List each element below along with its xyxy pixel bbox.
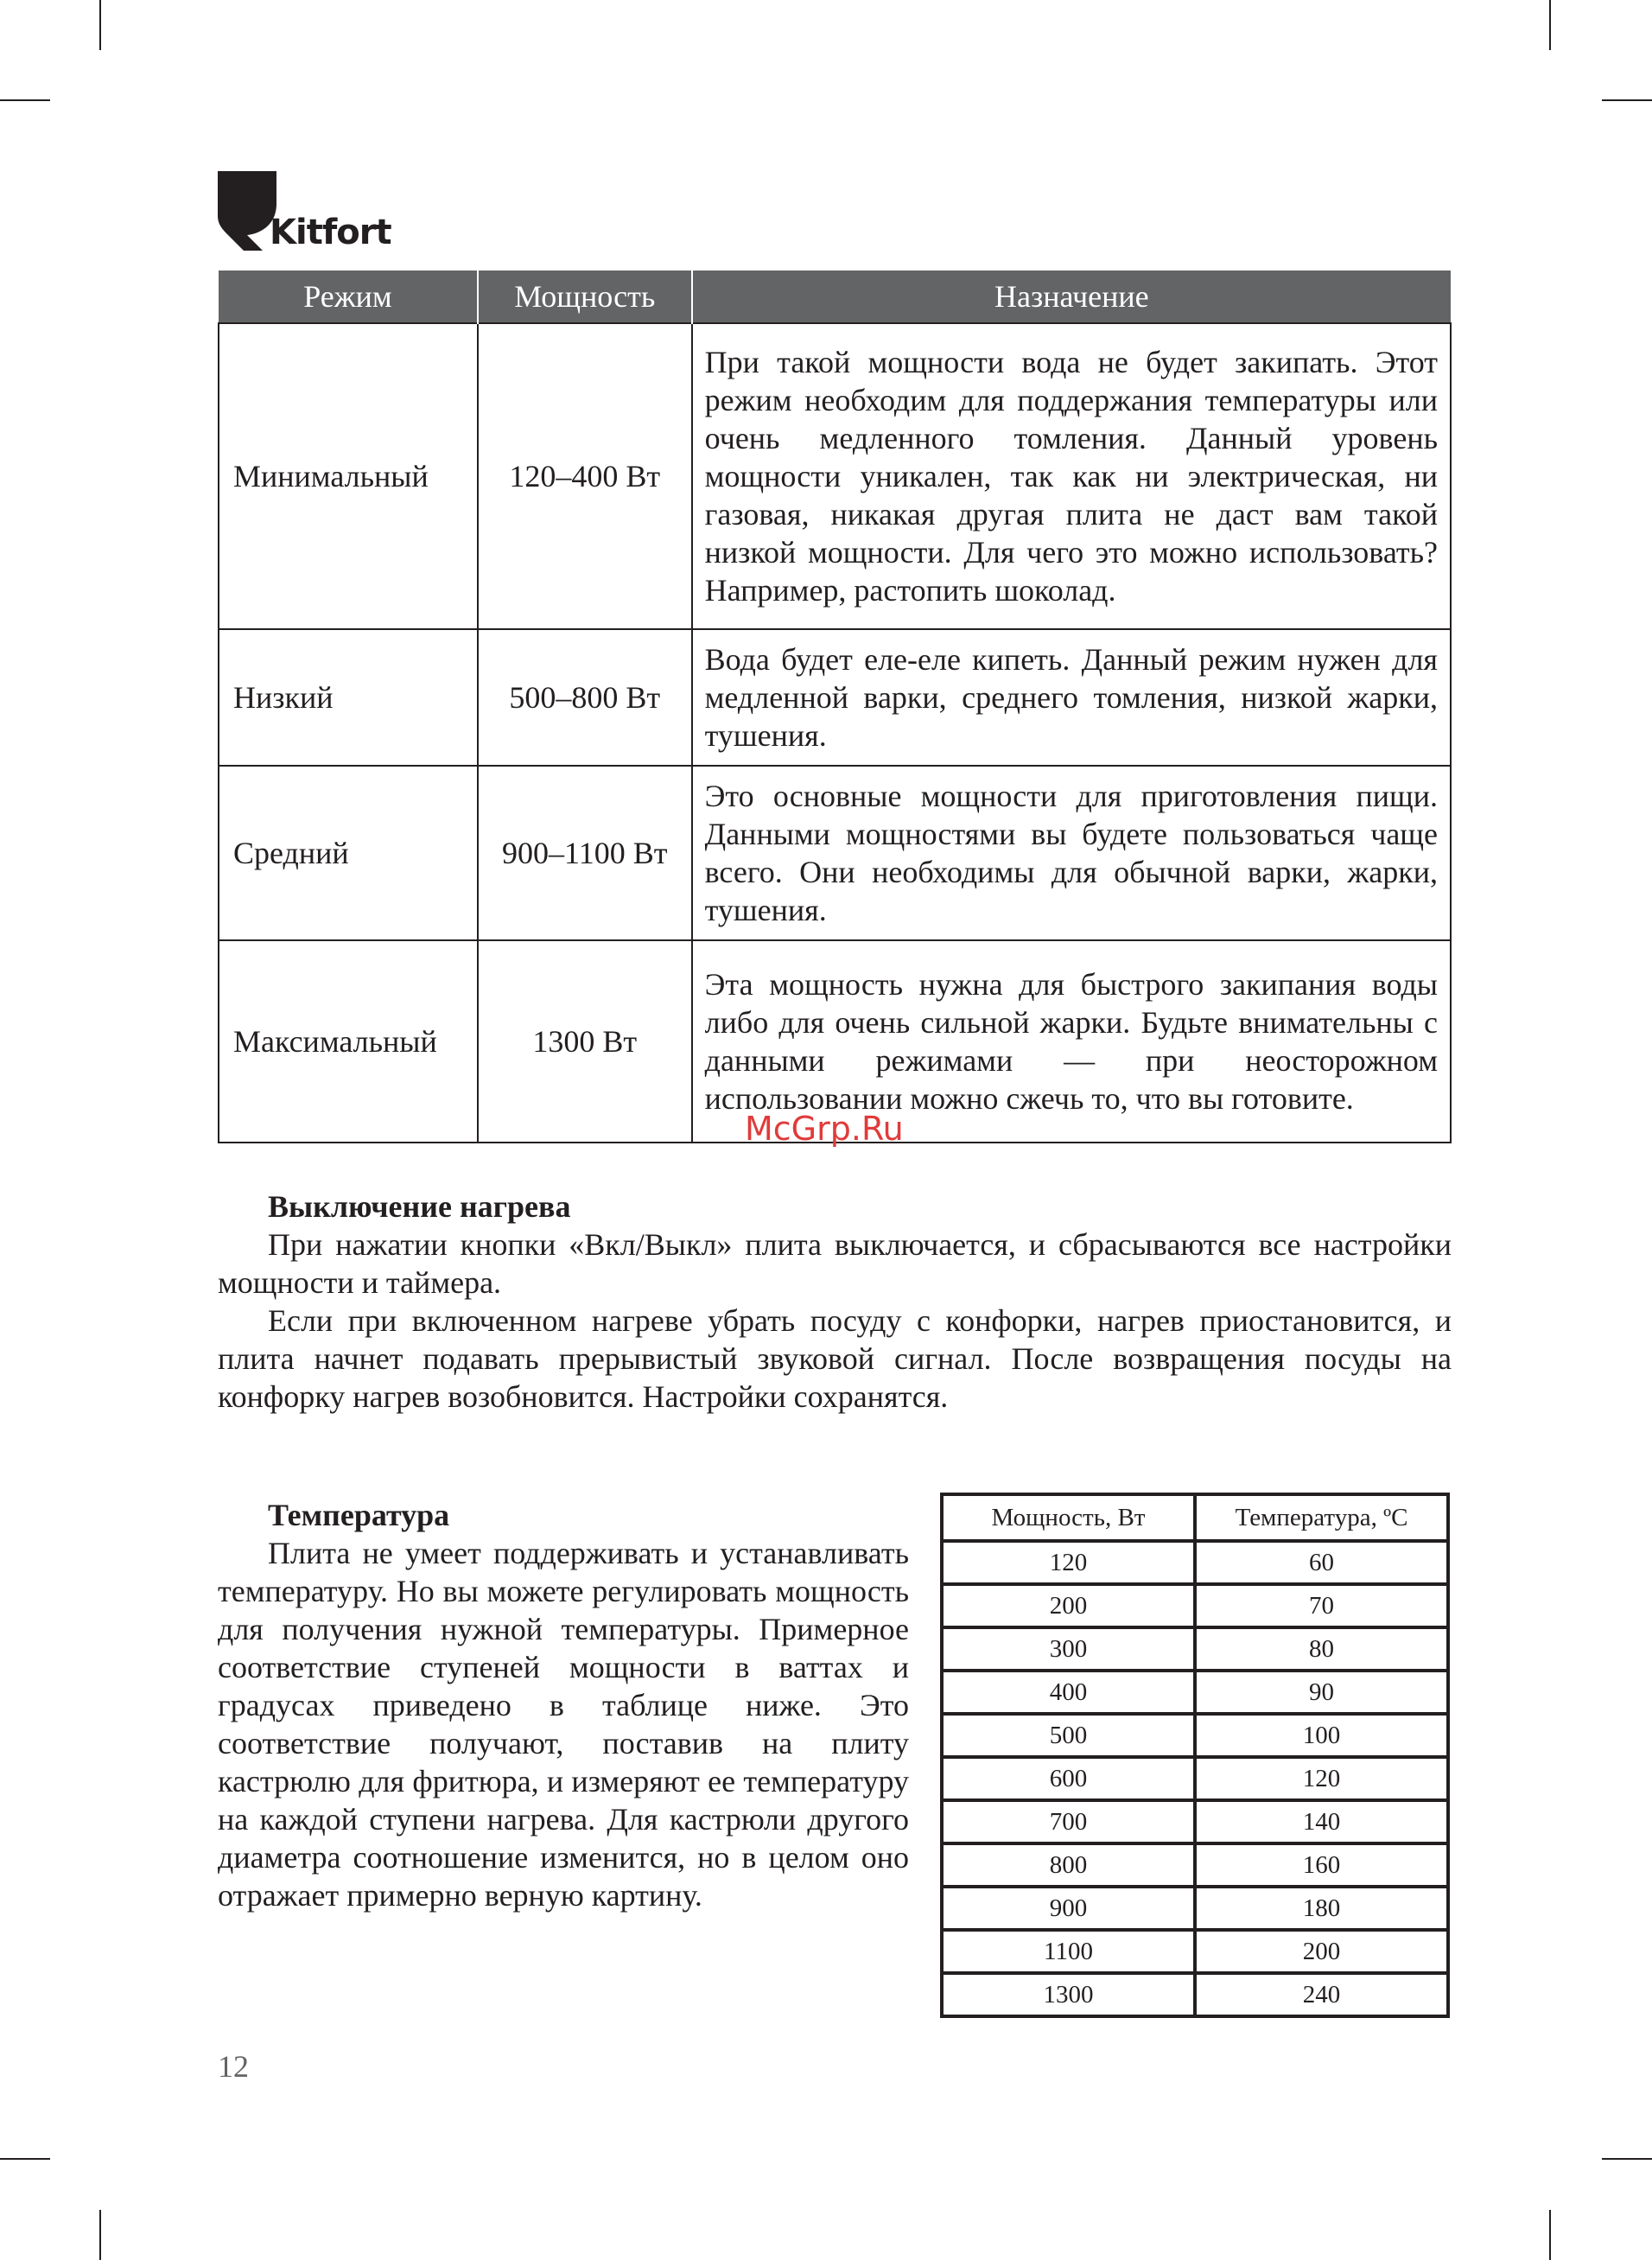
- table-row: [219, 323, 1451, 629]
- column-header-temperature: Температура, ºС: [1195, 1494, 1448, 1541]
- temperature-value: 90: [1195, 1671, 1448, 1714]
- power-temperature-table: [940, 1493, 1450, 2018]
- temperature-value: 180: [1195, 1887, 1448, 1930]
- paragraph: При нажатии кнопки «Вкл/Выкл» плита выключается, и сбрасываются все настройки мощности и таймера.: [218, 1227, 1452, 1300]
- power-value: 400: [942, 1671, 1195, 1714]
- page-number: 12: [218, 2049, 249, 2084]
- purpose-cell: Это основные мощности для приготовления пищи. Данными мощностями вы будете пользоваться чаще всего. Они необходимы для обычной варки, жарки, тушения.: [692, 766, 1451, 940]
- temperature-value: 200: [1195, 1930, 1448, 1973]
- power-value: 300: [942, 1627, 1195, 1671]
- column-header-purpose: Назначение: [692, 271, 1451, 323]
- power-value: 1300: [942, 1973, 1195, 2016]
- section-temperature: [218, 1496, 909, 1914]
- table-row: [942, 1627, 1448, 1671]
- power-value: 600: [942, 1757, 1195, 1800]
- mode-cell: Средний: [219, 766, 478, 940]
- temperature-value: 60: [1195, 1541, 1448, 1584]
- section-title: Температура: [268, 1498, 450, 1532]
- table-row: [942, 1843, 1448, 1887]
- crop-mark: [1549, 2210, 1551, 2260]
- temperature-value: 70: [1195, 1584, 1448, 1627]
- paragraph: Плита не умеет поддерживать и устанавливать температуру. Но вы можете регулировать мощность для получения нужной температуры. Примерное соответствие ступеней мощности в ваттах и градусах приведено в таблице ниже. Это соответствие получают, поставив на плиту кастрюлю для фритюра, и измеряют ее температуру на каждой ступени нагрева. Для кастрюли другого диаметра соотношение изменится, но в целом оно отражает примерно верную картину.: [218, 1536, 909, 1913]
- kitfort-logo-icon: [218, 171, 276, 251]
- table-row: [942, 1584, 1448, 1627]
- paragraph: Если при включенном нагреве убрать посуду с конфорки, нагрев приостановится, и плита начнет подавать прерывистый звуковой сигнал. После возвращения посуды на конфорку нагрев возобновится. Настройки сохранятся.: [218, 1303, 1452, 1414]
- column-header-mode: Режим: [219, 271, 478, 323]
- table-row: [942, 1887, 1448, 1930]
- crop-mark: [0, 99, 50, 101]
- column-header-power: Мощность: [478, 271, 692, 323]
- table-row: [942, 1714, 1448, 1757]
- watermark: McGrp.Ru: [745, 1110, 904, 1148]
- table-header-row: [942, 1494, 1448, 1541]
- power-cell: 900–1100 Вт: [478, 766, 692, 940]
- table-row: [942, 1671, 1448, 1714]
- power-value: 500: [942, 1714, 1195, 1757]
- power-value: 120: [942, 1541, 1195, 1584]
- table-row: [942, 1800, 1448, 1843]
- section-title: Выключение нагрева: [268, 1189, 571, 1224]
- temperature-value: 240: [1195, 1973, 1448, 2016]
- purpose-cell: Эта мощность нужна для быстрого закипания воды либо для очень сильной жарки. Будьте внимательны с данными режимами — при неосторожном использовании можно сжечь то, что вы готовите.: [692, 940, 1451, 1143]
- temperature-value: 80: [1195, 1627, 1448, 1671]
- power-cell: 1300 Вт: [478, 940, 692, 1143]
- temperature-value: 160: [1195, 1843, 1448, 1887]
- brand-name: Kitfort: [270, 213, 391, 252]
- table-row: [942, 1757, 1448, 1800]
- table-row: [219, 629, 1451, 766]
- mode-cell: Низкий: [219, 629, 478, 766]
- table-row: [942, 1541, 1448, 1584]
- mode-cell: Максимальный: [219, 940, 478, 1143]
- column-header-power: Мощность, Вт: [942, 1494, 1195, 1541]
- power-value: 800: [942, 1843, 1195, 1887]
- brand-logo: [218, 171, 391, 258]
- crop-mark: [1549, 0, 1551, 50]
- mode-cell: Минимальный: [219, 323, 478, 629]
- table-row: [942, 1973, 1448, 2016]
- power-value: 200: [942, 1584, 1195, 1627]
- crop-mark: [99, 2210, 101, 2260]
- crop-mark: [0, 2158, 50, 2160]
- power-value: 1100: [942, 1930, 1195, 1973]
- power-value: 900: [942, 1887, 1195, 1930]
- crop-mark: [1602, 99, 1652, 101]
- temperature-value: 140: [1195, 1800, 1448, 1843]
- table-row: [942, 1930, 1448, 1973]
- table-header-row: [219, 271, 1451, 323]
- power-value: 700: [942, 1800, 1195, 1843]
- purpose-cell: При такой мощности вода не будет закипать. Этот режим необходим для поддержания температуры или очень медленного томления. Данный уровень мощности уникален, так как ни электрическая, ни газовая, никакая другая плита не даст вам такой низкой мощности. Для чего это можно использовать? Например, растопить шоколад.: [692, 323, 1451, 629]
- purpose-cell: Вода будет еле-еле кипеть. Данный режим нужен для медленной варки, среднего томления, низкой жарки, тушения.: [692, 629, 1451, 766]
- table-row: [219, 766, 1451, 940]
- temperature-value: 100: [1195, 1714, 1448, 1757]
- section-heating-off: [218, 1187, 1452, 1416]
- power-cell: 500–800 Вт: [478, 629, 692, 766]
- crop-mark: [99, 0, 101, 50]
- power-modes-table: [218, 271, 1452, 1143]
- crop-mark: [1602, 2158, 1652, 2160]
- temperature-value: 120: [1195, 1757, 1448, 1800]
- power-cell: 120–400 Вт: [478, 323, 692, 629]
